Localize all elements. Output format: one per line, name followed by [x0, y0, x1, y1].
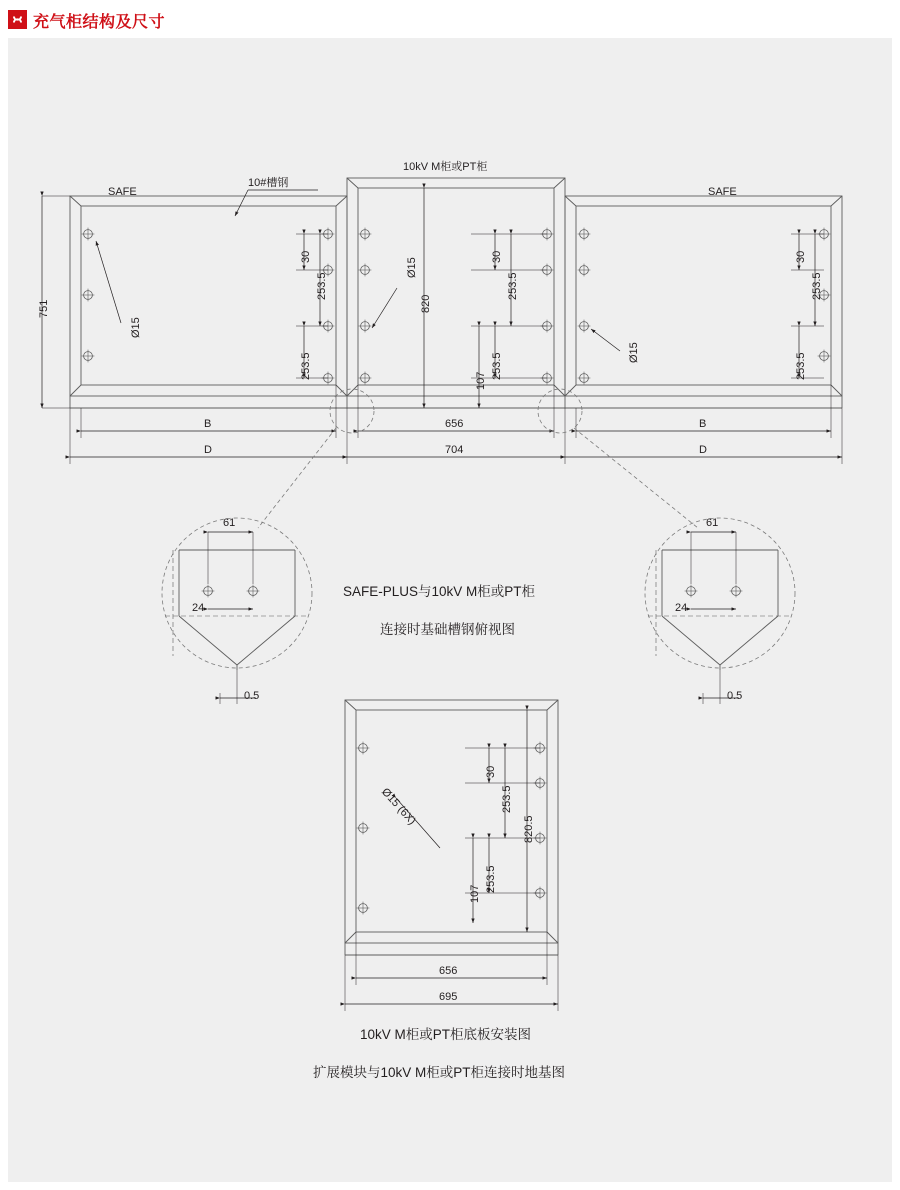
dim-hole-dia-center: Ø15	[406, 257, 418, 278]
dim-left-30: 30	[300, 250, 312, 263]
dim-center-253b: 253.5	[491, 352, 503, 380]
detail-right-dim-05: 0.5	[727, 690, 743, 702]
dim-820: 820	[420, 294, 432, 313]
dim-d-right: D	[699, 444, 707, 456]
detail-caption-line1: SAFE-PLUS与10kV M柜或PT柜	[343, 584, 536, 599]
bottom-dim-30: 30	[485, 765, 497, 778]
bottom-dim-253b: 253.5	[485, 865, 497, 893]
dim-left-253a: 253.5	[316, 272, 328, 300]
label-left-safe: SAFE	[108, 186, 137, 198]
page-title: 充气柜结构及尺寸	[33, 14, 166, 31]
dim-center-253a: 253.5	[507, 272, 519, 300]
dim-right-253a: 253.5	[811, 272, 823, 300]
drawing-sheet	[8, 38, 892, 1182]
dim-right-253b: 253.5	[795, 352, 807, 380]
dim-d-left: D	[204, 444, 212, 456]
bottom-dim-695: 695	[439, 991, 458, 1003]
dim-center-30: 30	[491, 250, 503, 263]
detail-caption-line2: 连接时基础槽钢俯视图	[380, 622, 515, 637]
dim-hole-dia-right: Ø15	[628, 342, 640, 363]
detail-left-dim-24: 24	[192, 602, 205, 614]
technical-drawing-canvas	[8, 38, 892, 1182]
detail-right-dim-24: 24	[675, 602, 688, 614]
bottom-dim-107: 107	[469, 884, 481, 903]
bottom-dim-820-5: 820.5	[523, 815, 535, 843]
bottom-dim-656: 656	[439, 965, 458, 977]
dim-704: 704	[445, 444, 464, 456]
dim-right-30: 30	[795, 250, 807, 263]
dim-center-107: 107	[475, 371, 487, 390]
dim-751: 751	[38, 299, 50, 318]
dim-b-left: B	[204, 418, 212, 430]
detail-right-dim-61: 61	[706, 517, 719, 529]
label-center-cabinet: 10kV M柜或PT柜	[403, 161, 488, 173]
label-channel-steel: 10#槽钢	[248, 177, 289, 189]
bottom-caption-line1: 10kV M柜或PT柜底板安装图	[360, 1027, 532, 1042]
company-mark-icon	[8, 10, 27, 29]
page-header	[0, 0, 900, 38]
bottom-dim-253a: 253.5	[501, 785, 513, 813]
detail-left-dim-61: 61	[223, 517, 236, 529]
dim-656-top: 656	[445, 418, 464, 430]
bottom-hole-note: Ø15 (6X)	[379, 786, 418, 828]
dim-b-right: B	[699, 418, 707, 430]
label-right-safe: SAFE	[708, 186, 737, 198]
dim-hole-dia-left: Ø15	[130, 317, 142, 338]
detail-left-dim-05: 0.5	[244, 690, 260, 702]
bottom-caption-line2: 扩展模块与10kV M柜或PT柜连接时地基图	[313, 1065, 566, 1080]
dim-left-253b: 253.5	[300, 352, 312, 380]
